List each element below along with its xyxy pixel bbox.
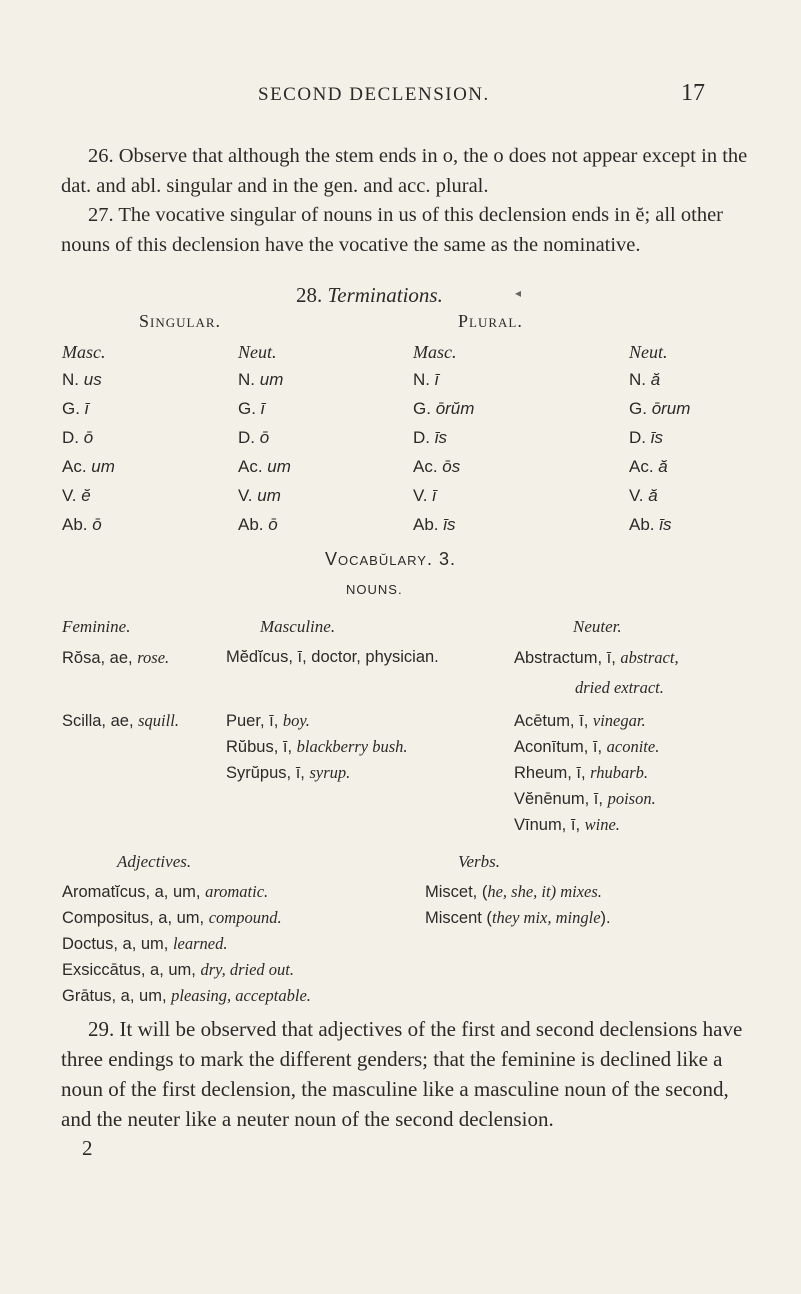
decl-row: Ab. īs bbox=[413, 515, 456, 534]
decl-row: N. us bbox=[62, 370, 102, 389]
decl-row: Ab. īs bbox=[629, 515, 672, 534]
paragraph-27: 27. The vocative singular of nouns in us of this declension ends in ĕ; all other nouns of this declension have the vocative the same as the nominative. bbox=[61, 204, 723, 256]
vocab-entry: Rheum, ī, rhubarb. bbox=[514, 763, 649, 782]
vocab-entry: Rŏsa, ae, rose. bbox=[62, 648, 170, 667]
vocab-entry: Exsiccātus, a, um, dry, dried out. bbox=[62, 960, 294, 979]
decl-row: N. um bbox=[238, 370, 284, 389]
decl-row: V. ĕ bbox=[62, 486, 91, 505]
decl-row: Ac. um bbox=[238, 457, 291, 476]
decl-row: Ac. ă bbox=[629, 457, 668, 476]
vocab-entry-continuation: dried extract. bbox=[575, 678, 664, 697]
decl-row: D. īs bbox=[629, 428, 664, 447]
decl-row: N. ă bbox=[629, 370, 661, 389]
decl-row: Ab. ō bbox=[62, 515, 102, 534]
plural-label: Plural. bbox=[458, 311, 523, 331]
decl-row: V. um bbox=[238, 486, 281, 505]
verbs-header: Verbs. bbox=[458, 852, 501, 871]
paragraph-26: 26. Observe that although the stem ends in o, the o does not appear except in the dat. and abl. singular and in the gen. and acc. plural. bbox=[61, 145, 748, 197]
decl-row: V. ă bbox=[629, 486, 658, 505]
page-number: 17 bbox=[681, 80, 705, 106]
vocabulary-heading: Vocabŭlary. 3. bbox=[325, 549, 456, 569]
vocab-entry: Acētum, ī, vinegar. bbox=[514, 711, 646, 730]
neuter-header: Neuter. bbox=[573, 617, 622, 636]
vocab-entry: Aconītum, ī, aconite. bbox=[514, 737, 660, 756]
decl-row: G. ōrum bbox=[629, 399, 691, 418]
vocab-entry: Aromatĭcus, a, um, aromatic. bbox=[62, 882, 269, 901]
signature-mark: 2 bbox=[82, 1136, 93, 1160]
col-header-pl-neut: Neut. bbox=[629, 342, 668, 362]
col-header-sg-neut: Neut. bbox=[238, 342, 277, 362]
decl-row: Ac. ōs bbox=[413, 457, 461, 476]
singular-label: Singular. bbox=[139, 311, 222, 331]
vocab-entry: Compositus, a, um, compound. bbox=[62, 908, 282, 927]
vocab-entry: Vĕnēnum, ī, poison. bbox=[514, 789, 656, 808]
terminations-heading bbox=[296, 283, 443, 308]
vocab-entry: Syrŭpus, ī, syrup. bbox=[226, 763, 351, 782]
adjectives-header: Adjectives. bbox=[117, 852, 192, 871]
decl-row: G. ī bbox=[62, 399, 89, 418]
decl-row: G. ī bbox=[238, 399, 265, 418]
section-title: Terminations. bbox=[327, 283, 443, 307]
col-header-pl-masc: Masc. bbox=[413, 342, 457, 362]
vocab-entry: Rŭbus, ī, blackberry bush. bbox=[226, 737, 408, 756]
decl-row: D. ō bbox=[62, 428, 94, 447]
decl-row: D. ō bbox=[238, 428, 270, 447]
decl-row: D. īs bbox=[413, 428, 448, 447]
margin-mark: ◂ bbox=[515, 286, 522, 300]
paragraph-29: 29. It will be observed that adjectives of the first and second declensions have three endings to mark the different genders; that the feminine is declined like a noun of the first declension, the masculine like a masculine noun of the second, and the neuter like a neuter noun of the second declension. bbox=[61, 1017, 743, 1131]
decl-row: Ab. ō bbox=[238, 515, 278, 534]
masculine-header: Masculine. bbox=[260, 617, 336, 636]
vocab-entry: Doctus, a, um, learned. bbox=[62, 934, 228, 953]
decl-row: V. ī bbox=[413, 486, 437, 505]
feminine-header: Feminine. bbox=[62, 617, 131, 636]
nouns-heading: NOUNS. bbox=[346, 582, 403, 597]
decl-row: N. ī bbox=[413, 370, 439, 389]
vocab-entry: Vīnum, ī, wine. bbox=[514, 815, 620, 834]
vocab-entry: Abstractum, ī, abstract, bbox=[514, 648, 679, 667]
vocab-entry: Grātus, a, um, pleasing, acceptable. bbox=[62, 986, 311, 1005]
section-number: 28. bbox=[296, 283, 323, 307]
vocab-entry: Scilla, ae, squill. bbox=[62, 711, 179, 730]
running-header: SECOND DECLENSION. bbox=[258, 84, 490, 105]
decl-row: G. ōrŭm bbox=[413, 399, 475, 418]
decl-row: Ac. um bbox=[62, 457, 115, 476]
vocab-entry: Puer, ī, boy. bbox=[226, 711, 310, 730]
col-header-sg-masc: Masc. bbox=[62, 342, 106, 362]
vocab-entry: Miscent (they mix, mingle). bbox=[425, 908, 611, 927]
vocab-entry: Mĕdĭcus, ī, doctor, physician. bbox=[226, 648, 439, 666]
vocab-entry: Miscet, (he, she, it) mixes. bbox=[425, 882, 602, 901]
